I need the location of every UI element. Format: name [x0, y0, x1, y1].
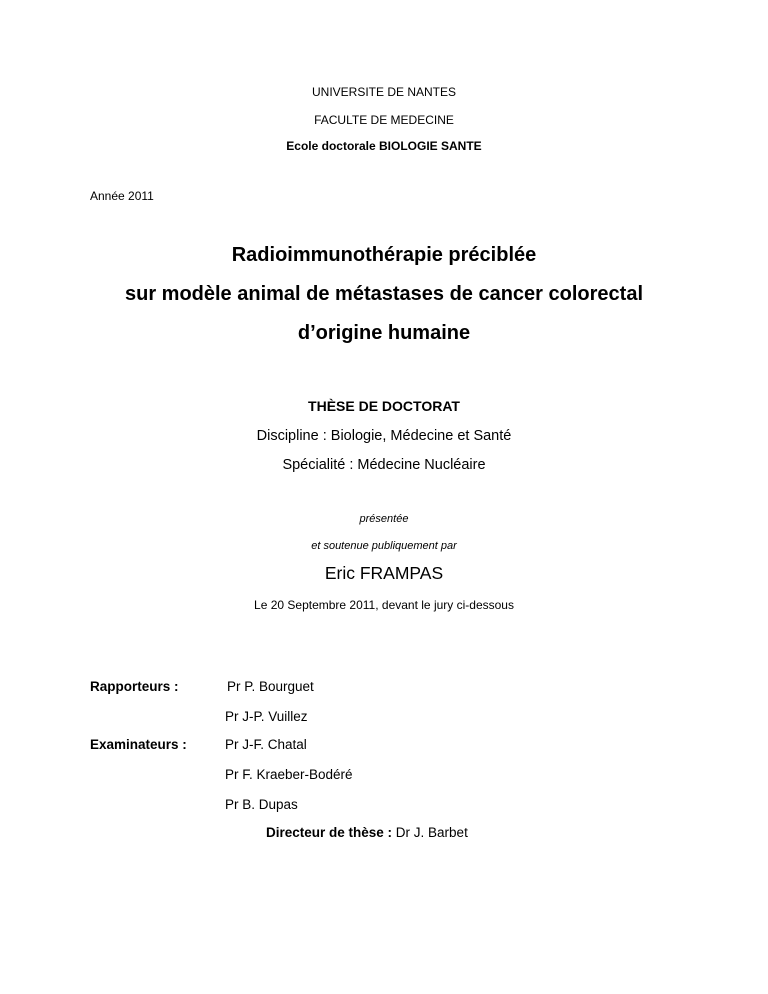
- defense-date: Le 20 Septembre 2011, devant le jury ci-dessous: [254, 598, 514, 612]
- rapporteurs-label: Rapporteurs :: [90, 679, 179, 694]
- director-label: Directeur de thèse :: [266, 825, 393, 840]
- doctoral-school: [0, 139, 768, 153]
- author-name: Eric FRAMPAS: [324, 563, 444, 583]
- thesis-title-line-1: Radioimmunothérapie préciblée: [231, 244, 537, 266]
- examinateur-3: Pr B. Dupas: [225, 797, 298, 812]
- year: Année 2011: [90, 189, 154, 203]
- director-name: Dr J. Barbet: [392, 825, 468, 840]
- university-name: UNIVERSITE DE NANTES: [311, 85, 457, 99]
- doctoral-school-name: BIOLOGIE SANTE: [379, 139, 482, 153]
- thesis-director: [266, 825, 468, 840]
- examinateur-2: Pr F. Kraeber-Bodéré: [225, 767, 353, 782]
- presented-label: présentée: [359, 513, 409, 525]
- thesis-title-line-3: d’origine humaine: [297, 322, 471, 344]
- discipline: Discipline : Biologie, Médecine et Santé: [256, 428, 512, 444]
- specialty: Spécialité : Médecine Nucléaire: [282, 457, 486, 473]
- faculty-name: FACULTE DE MEDECINE: [314, 113, 454, 127]
- rapporteur-1: Pr P. Bourguet: [227, 679, 314, 694]
- examinateurs-label: Examinateurs :: [90, 737, 187, 752]
- rapporteur-2: Pr J-P. Vuillez: [225, 709, 308, 724]
- thesis-title-line-2: sur modèle animal de métastases de cancer colorectal: [124, 283, 644, 305]
- doctoral-school-prefix: Ecole doctorale: [286, 139, 379, 153]
- examinateur-1: Pr J-F. Chatal: [225, 737, 307, 752]
- thesis-type: THÈSE DE DOCTORAT: [308, 398, 460, 414]
- defended-label: et soutenue publiquement par: [311, 540, 457, 552]
